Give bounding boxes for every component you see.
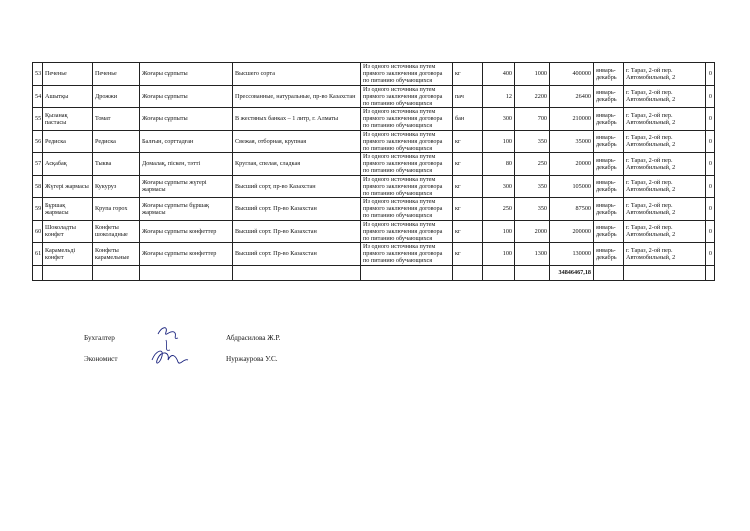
cell-delivery-period: январь-декабрь — [594, 243, 624, 266]
empty-cell — [361, 265, 453, 280]
cell-name-kazakh: Бұршақ жармасы — [43, 198, 93, 221]
cell-delivery-address: г. Тараз, 2-ой пер. Автомобильный, 2 — [624, 153, 706, 176]
table-row — [33, 243, 715, 266]
cell-name-kazakh: Редиска — [43, 130, 93, 153]
cell-quantity: 100 — [483, 130, 515, 153]
cell-grade-kazakh: Жоғары сұрпыты бұршақ жармасы — [140, 198, 233, 221]
cell-grade-kazakh: Жоғары сұрпыты жүгері жармасы — [140, 175, 233, 198]
empty-cell — [706, 265, 715, 280]
cell-grade-kazakh: Жоғары сұрпыты — [140, 63, 233, 86]
cell-unit: пач — [453, 85, 483, 108]
cell-procurement-method: Из одного источника путем прямого заключения договора по питанию обучающихся — [361, 63, 453, 86]
cell-unit: кг — [453, 175, 483, 198]
cell-name-russian: Конфеты карамельные — [93, 243, 140, 266]
cell-grade-kazakh: Жоғары сұрпыты конфеттер — [140, 220, 233, 243]
cell-grade-kazakh: Жоғары сұрпыты — [140, 85, 233, 108]
cell-delivery-period: январь-декабрь — [594, 175, 624, 198]
cell-name-kazakh: Карамельді конфет — [43, 243, 93, 266]
table-row — [33, 198, 715, 221]
cell-delivery-period: январь-декабрь — [594, 108, 624, 131]
cell-delivery-period: январь-декабрь — [594, 153, 624, 176]
table-row — [33, 63, 715, 86]
cell-unit-price: 350 — [515, 130, 550, 153]
empty-cell — [624, 265, 706, 280]
cell-procurement-method: Из одного источника путем прямого заключения договора по питанию обучающихся — [361, 153, 453, 176]
cell-name-russian: Редиска — [93, 130, 140, 153]
cell-name-russian: Дрожжи — [93, 85, 140, 108]
cell-row-index: 58 — [33, 175, 43, 198]
cell-last-column-value: 0 — [706, 130, 715, 153]
cell-unit-price: 2200 — [515, 85, 550, 108]
cell-name-kazakh: Печенье — [43, 63, 93, 86]
cell-unit-price: 250 — [515, 153, 550, 176]
cell-last-column-value: 0 — [706, 175, 715, 198]
empty-cell — [515, 265, 550, 280]
empty-cell — [453, 265, 483, 280]
cell-last-column-value: 0 — [706, 153, 715, 176]
cell-row-index: 60 — [33, 220, 43, 243]
empty-cell — [140, 265, 233, 280]
cell-row-index: 55 — [33, 108, 43, 131]
cell-name-russian: Томат — [93, 108, 140, 131]
cell-unit: кг — [453, 130, 483, 153]
cell-name-kazakh: Қызанақ пастасы — [43, 108, 93, 131]
cell-procurement-method: Из одного источника путем прямого заключения договора по питанию обучающихся — [361, 85, 453, 108]
cell-unit-price: 1000 — [515, 63, 550, 86]
cell-amount: 210000 — [550, 108, 594, 131]
cell-amount: 87500 — [550, 198, 594, 221]
cell-name-russian: Кукуруз — [93, 175, 140, 198]
cell-quantity: 400 — [483, 63, 515, 86]
cell-quantity: 80 — [483, 153, 515, 176]
empty-cell — [43, 265, 93, 280]
cell-amount: 200000 — [550, 220, 594, 243]
cell-unit-price: 2000 — [515, 220, 550, 243]
cell-delivery-address: г. Тараз, 2-ой пер. Автомобильный, 2 — [624, 63, 706, 86]
economist-role: Экономист — [84, 355, 118, 363]
cell-delivery-address: г. Тараз, 2-ой пер. Автомобильный, 2 — [624, 243, 706, 266]
cell-delivery-address: г. Тараз, 2-ой пер. Автомобильный, 2 — [624, 85, 706, 108]
empty-cell — [33, 265, 43, 280]
cell-delivery-period: январь-декабрь — [594, 198, 624, 221]
cell-delivery-period: январь-декабрь — [594, 85, 624, 108]
cell-unit: кг — [453, 243, 483, 266]
cell-quantity: 300 — [483, 175, 515, 198]
cell-delivery-address: г. Тараз, 2-ой пер. Автомобильный, 2 — [624, 175, 706, 198]
cell-row-index: 53 — [33, 63, 43, 86]
handwritten-signatures — [148, 322, 196, 377]
cell-last-column-value: 0 — [706, 243, 715, 266]
procurement-table-sheet — [32, 62, 712, 281]
cell-unit: кг — [453, 220, 483, 243]
cell-name-kazakh: Жүгері жармасы — [43, 175, 93, 198]
cell-specification: Высший сорт, пр-во Казахстан — [233, 175, 361, 198]
cell-name-kazakh: Шоколадты конфет — [43, 220, 93, 243]
cell-delivery-address: г. Тараз, 2-ой пер. Автомобильный, 2 — [624, 220, 706, 243]
cell-delivery-address: г. Тараз, 2-ой пер. Автомобильный, 2 — [624, 130, 706, 153]
table-body — [33, 63, 715, 281]
cell-last-column-value: 0 — [706, 198, 715, 221]
cell-name-kazakh: Асқабақ — [43, 153, 93, 176]
table-row — [33, 175, 715, 198]
cell-amount: 26400 — [550, 85, 594, 108]
cell-unit-price: 1300 — [515, 243, 550, 266]
cell-procurement-method: Из одного источника путем прямого заключения договора по питанию обучающихся — [361, 198, 453, 221]
cell-procurement-method: Из одного источника путем прямого заключения договора по питанию обучающихся — [361, 243, 453, 266]
accountant-role: Бухгалтер — [84, 334, 115, 342]
empty-cell — [483, 265, 515, 280]
cell-delivery-period: январь-декабрь — [594, 130, 624, 153]
cell-delivery-period: январь-декабрь — [594, 220, 624, 243]
cell-specification: Высший сорт. Пр-во Казахстан — [233, 243, 361, 266]
table-row — [33, 130, 715, 153]
empty-cell — [93, 265, 140, 280]
empty-cell — [594, 265, 624, 280]
cell-quantity: 100 — [483, 220, 515, 243]
cell-specification: Круглая, спелая, сладкая — [233, 153, 361, 176]
accountant-name: Абдрасилова Ж.Р. — [226, 334, 281, 342]
total-row — [33, 265, 715, 280]
procurement-table — [32, 62, 715, 281]
cell-amount: 400000 — [550, 63, 594, 86]
cell-quantity: 250 — [483, 198, 515, 221]
cell-specification: Высший сорт. Пр-во Казахстан — [233, 220, 361, 243]
cell-grade-kazakh: Балғын, сорттадған — [140, 130, 233, 153]
cell-name-kazakh: Ашытқы — [43, 85, 93, 108]
cell-last-column-value: 0 — [706, 220, 715, 243]
table-row — [33, 220, 715, 243]
cell-delivery-address: г. Тараз, 2-ой пер. Автомобильный, 2 — [624, 108, 706, 131]
cell-unit-price: 350 — [515, 198, 550, 221]
cell-delivery-period: январь-декабрь — [594, 63, 624, 86]
cell-row-index: 56 — [33, 130, 43, 153]
cell-name-russian: Печенье — [93, 63, 140, 86]
cell-unit-price: 700 — [515, 108, 550, 131]
cell-unit-price: 350 — [515, 175, 550, 198]
cell-grade-kazakh: Домалақ, піскен, тәтті — [140, 153, 233, 176]
cell-name-russian: Тыква — [93, 153, 140, 176]
cell-procurement-method: Из одного источника путем прямого заключения договора по питанию обучающихся — [361, 108, 453, 131]
cell-row-index: 59 — [33, 198, 43, 221]
cell-quantity: 12 — [483, 85, 515, 108]
cell-amount: 35000 — [550, 130, 594, 153]
cell-row-index: 57 — [33, 153, 43, 176]
table-row — [33, 153, 715, 176]
cell-unit: бан — [453, 108, 483, 131]
cell-specification: Свежая, отборная, крупная — [233, 130, 361, 153]
cell-specification: Высший сорт. Пр-во Казахстан — [233, 198, 361, 221]
cell-amount: 105000 — [550, 175, 594, 198]
cell-row-index: 61 — [33, 243, 43, 266]
cell-unit: кг — [453, 153, 483, 176]
cell-quantity: 100 — [483, 243, 515, 266]
cell-specification: Высшего сорта — [233, 63, 361, 86]
cell-last-column-value: 0 — [706, 63, 715, 86]
cell-last-column-value: 0 — [706, 108, 715, 131]
empty-cell — [233, 265, 361, 280]
signature-graphic — [148, 322, 196, 372]
cell-grade-kazakh: Жоғары сұрпыты конфеттер — [140, 243, 233, 266]
cell-specification: В жестяных банках – 1 литр, г. Алматы — [233, 108, 361, 131]
table-row — [33, 85, 715, 108]
cell-procurement-method: Из одного источника путем прямого заключения договора по питанию обучающихся — [361, 130, 453, 153]
cell-name-russian: Крупа горох — [93, 198, 140, 221]
cell-specification: Прессованные, натуральные, пр-во Казахстан — [233, 85, 361, 108]
cell-procurement-method: Из одного источника путем прямого заключения договора по питанию обучающихся — [361, 220, 453, 243]
cell-amount: 130000 — [550, 243, 594, 266]
cell-name-russian: Конфеты шоколадные — [93, 220, 140, 243]
cell-amount: 20000 — [550, 153, 594, 176]
table-row — [33, 108, 715, 131]
cell-procurement-method: Из одного источника путем прямого заключения договора по питанию обучающихся — [361, 175, 453, 198]
cell-delivery-address: г. Тараз, 2-ой пер. Автомобильный, 2 — [624, 198, 706, 221]
cell-quantity: 300 — [483, 108, 515, 131]
cell-unit: кг — [453, 198, 483, 221]
economist-name: Нуржаурова У.С. — [226, 355, 278, 363]
cell-row-index: 54 — [33, 85, 43, 108]
cell-unit: кг — [453, 63, 483, 86]
cell-grade-kazakh: Жоғары сұрпыты — [140, 108, 233, 131]
total-amount: 34846467,18 — [550, 265, 594, 280]
cell-last-column-value: 0 — [706, 85, 715, 108]
